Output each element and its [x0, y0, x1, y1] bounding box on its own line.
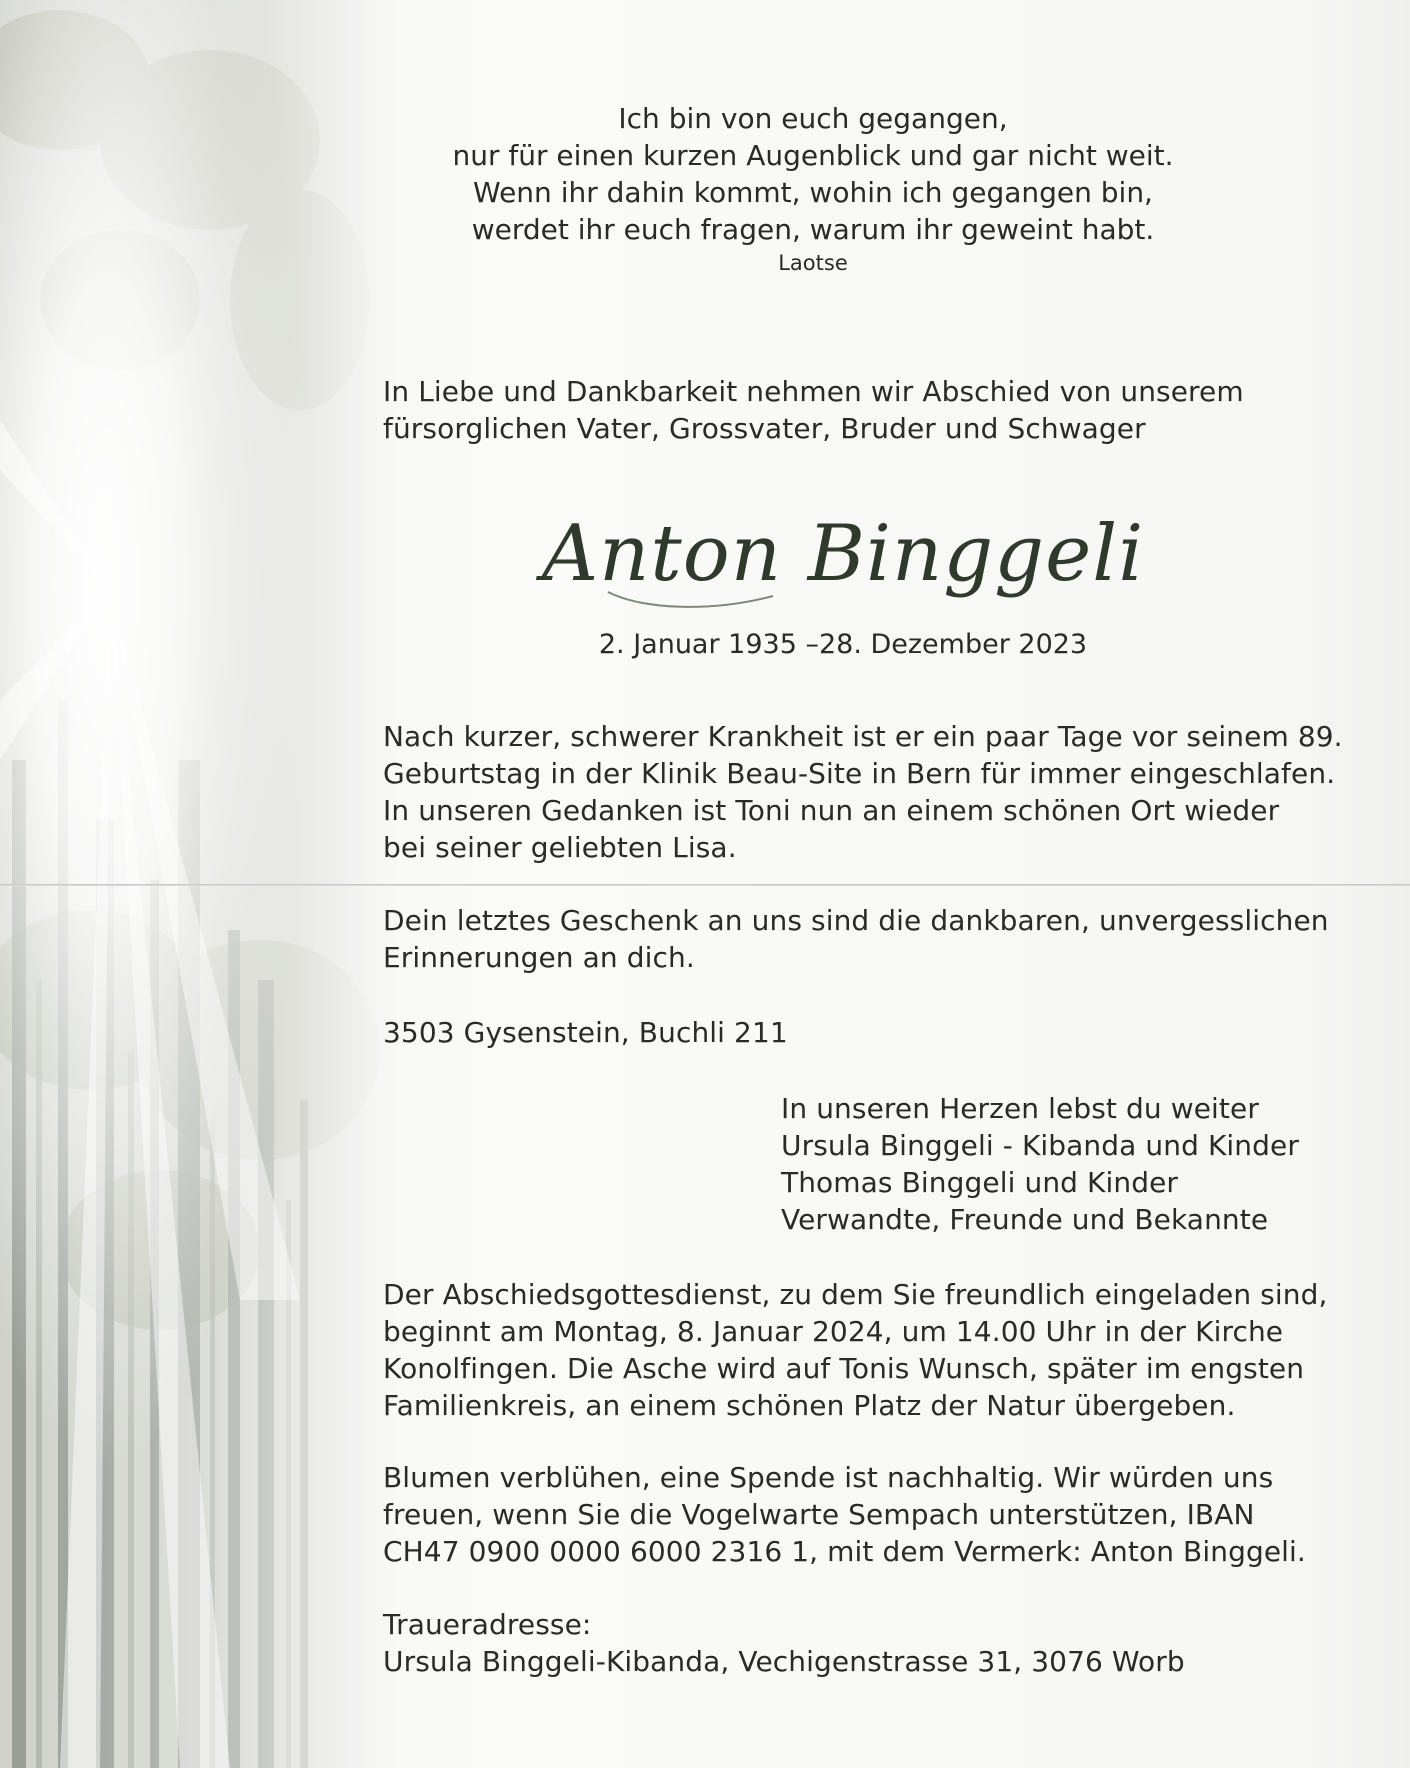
paragraph-line: Erinnerungen an dich. — [383, 941, 695, 974]
paragraph-line: bei seiner geliebten Lisa. — [383, 831, 737, 864]
paragraph-line: Der Abschiedsgottesdienst, zu dem Sie freundlich eingeladen sind, — [383, 1278, 1328, 1311]
mourners-line: Thomas Binggeli und Kinder — [781, 1166, 1179, 1199]
mourners-line: In unseren Herzen lebst du weiter — [781, 1092, 1259, 1125]
gift-paragraph — [383, 902, 1329, 976]
poem-line: nur für einen kurzen Augenblick und gar nicht weit. — [452, 139, 1174, 172]
mourners-line: Ursula Binggeli - Kibanda und Kinder — [781, 1129, 1299, 1162]
poem-author: Laotse — [778, 251, 848, 275]
paragraph-line: Geburtstag in der Klinik Beau-Site in Bern für immer eingeschlafen. — [383, 757, 1336, 790]
deceased-name: Anton Binggeli — [541, 509, 1145, 599]
mourners-list — [781, 1090, 1299, 1238]
intro-line: fürsorglichen Vater, Grossvater, Bruder und Schwager — [383, 412, 1146, 445]
paragraph-line: Dein letztes Geschenk an uns sind die dankbaren, unvergesslichen — [383, 904, 1329, 937]
poem-line: Wenn ihr dahin kommt, wohin ich gegangen bin, — [473, 176, 1153, 209]
home-address: 3503 Gysenstein, Buchli 211 — [383, 1016, 788, 1049]
paragraph-line: Konolfingen. Die Asche wird auf Tonis Wunsch, später im engsten — [383, 1352, 1305, 1385]
paragraph-line: beginnt am Montag, 8. Januar 2024, um 14.00 Uhr in der Kirche — [383, 1315, 1284, 1348]
paragraph-line: Familienkreis, an einem schönen Platz der Natur übergeben. — [383, 1389, 1236, 1422]
intro-text — [383, 373, 1244, 447]
poem-block — [433, 100, 1193, 278]
illness-paragraph — [383, 718, 1343, 866]
intro-line: In Liebe und Dankbarkeit nehmen wir Abschied von unserem — [383, 375, 1244, 408]
paragraph-line: CH47 0900 0000 6000 2316 1, mit dem Vermerk: Anton Binggeli. — [383, 1535, 1306, 1568]
paragraph-line: freuen, wenn Sie die Vogelwarte Sempach unterstützen, IBAN — [383, 1498, 1255, 1531]
mourning-address-label: Traueradresse: — [383, 1608, 592, 1641]
mourning-address — [383, 1606, 1185, 1680]
donation-paragraph — [383, 1459, 1306, 1570]
obituary-content — [383, 0, 1373, 1768]
paragraph-line: Nach kurzer, schwerer Krankheit ist er ein paar Tage vor seinem 89. — [383, 720, 1343, 753]
paragraph-line: In unseren Gedanken ist Toni nun an einem schönen Ort wieder — [383, 794, 1280, 827]
poem-line: Ich bin von euch gegangen, — [618, 102, 1008, 135]
service-paragraph — [383, 1276, 1327, 1424]
paragraph-line: Blumen verblühen, eine Spende ist nachhaltig. Wir würden uns — [383, 1461, 1274, 1494]
life-dates: 2. Januar 1935 –28. Dezember 2023 — [598, 629, 1088, 660]
deceased-name-signature — [473, 492, 1213, 632]
mourners-line: Verwandte, Freunde und Bekannte — [781, 1203, 1269, 1236]
poem-line: werdet ihr euch fragen, warum ihr geweint habt. — [471, 213, 1155, 246]
mourning-address-value: Ursula Binggeli-Kibanda, Vechigenstrasse 31, 3076 Worb — [383, 1645, 1185, 1678]
